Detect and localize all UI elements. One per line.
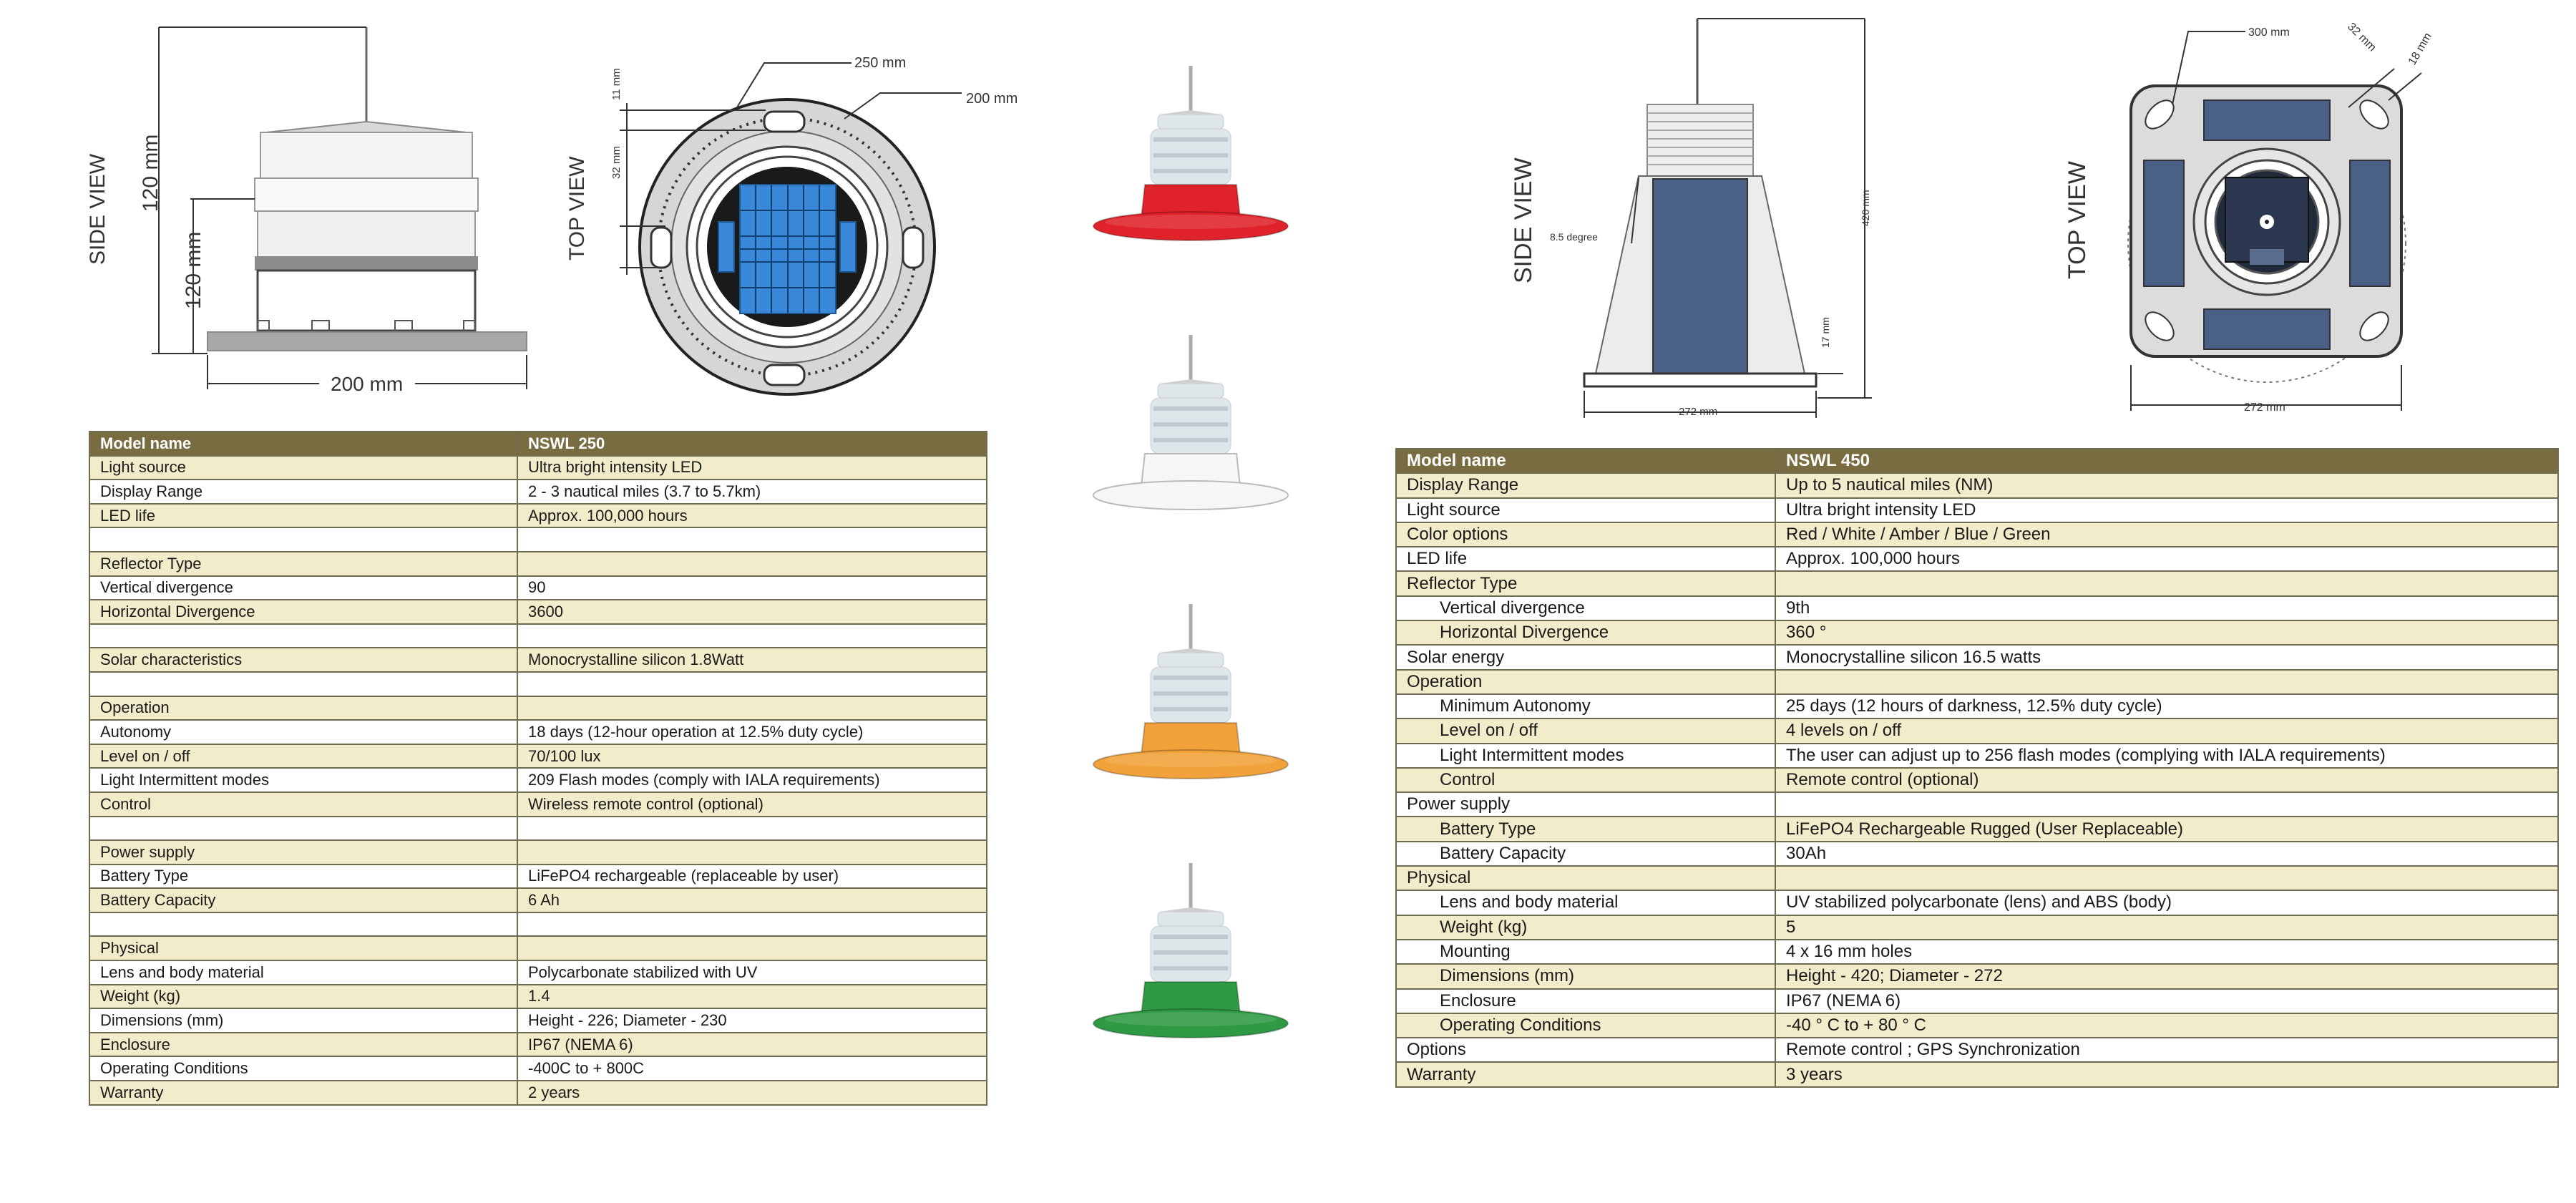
width-side-label: 272 mm (1679, 406, 1718, 418)
spec-value: Monocrystalline silicon 16.5 watts (1775, 645, 2558, 669)
spec-value: 70/100 lux (517, 744, 987, 769)
nswl250-drawing (0, 0, 1045, 415)
header-model: NSWL 250 (517, 432, 987, 456)
table-row (1396, 547, 2558, 571)
table-row (1396, 768, 2558, 792)
spec-value: 360 ° (1775, 620, 2558, 645)
spec-value: 4 levels on / off (1775, 719, 2558, 743)
spec-value: 18 days (12-hour operation at 12.5% duty cycle) (517, 720, 987, 744)
table-row (89, 552, 987, 576)
nswl250-spec-table (89, 431, 987, 1106)
table-row (89, 456, 987, 480)
spec-label: Reflector Type (89, 552, 517, 576)
spec-value: IP67 (NEMA 6) (517, 1033, 987, 1057)
table-row (1396, 645, 2558, 669)
spec-value: 25 days (12 hours of darkness, 12.5% duty cycle) (1775, 694, 2558, 719)
spec-value (1775, 866, 2558, 890)
spec-value (517, 527, 987, 552)
spec-value: 1.4 (517, 985, 987, 1009)
spec-label (89, 672, 517, 696)
nswl450-top-view (2064, 21, 2434, 414)
spec-value: Ultra bright intensity LED (517, 456, 987, 480)
nswl250-top-view (565, 55, 1018, 394)
spec-label: Operation (89, 696, 517, 721)
table-row (1396, 498, 2558, 522)
spec-label: LED life (89, 504, 517, 528)
spec-label: Enclosure (89, 1033, 517, 1057)
gap-large-label: 32 mm (610, 146, 623, 179)
spec-label: Light source (89, 456, 517, 480)
height-label-2: 420 mm (1860, 190, 1871, 226)
spec-label: Battery Type (1396, 817, 1775, 841)
spec-label: Control (1396, 768, 1775, 792)
hole-b-label: 18 mm (2406, 31, 2434, 67)
hole-spacing-label: 300 mm (2248, 26, 2290, 39)
spec-value: Remote control (optional) (1775, 768, 2558, 792)
table-row (89, 744, 987, 769)
spec-value: 2 years (517, 1081, 987, 1105)
table-row (1396, 915, 2558, 940)
table-row (89, 792, 987, 817)
spec-value: 90 (517, 576, 987, 600)
spec-value (1775, 571, 2558, 595)
lantern-column (1073, 57, 1317, 1145)
spec-value: 5 (1775, 915, 2558, 940)
lantern-green (1093, 863, 1288, 1038)
spec-label (89, 912, 517, 937)
table-row (1396, 964, 2558, 988)
lantern-red (1093, 66, 1288, 240)
spec-label: Horizontal Divergence (1396, 620, 1775, 645)
spec-value (517, 624, 987, 648)
table-row (1396, 1062, 2558, 1086)
table-row (89, 527, 987, 552)
table-row (1396, 596, 2558, 620)
table-row (1396, 842, 2558, 866)
gap-small-label: 11 mm (610, 68, 623, 100)
spec-label: Warranty (1396, 1062, 1775, 1086)
spec-value (517, 552, 987, 576)
nswl450-side-view (1510, 19, 1872, 418)
spec-label: Color options (1396, 522, 1775, 547)
spec-value: 9th (1775, 596, 2558, 620)
spec-label: Horizontal Divergence (89, 600, 517, 624)
table-row (1396, 522, 2558, 547)
height-lower-label: 120 mm (182, 231, 205, 309)
spec-label: Battery Capacity (89, 888, 517, 912)
spec-value: Approx. 100,000 hours (1775, 547, 2558, 571)
spec-value (1775, 792, 2558, 817)
spec-label: Enclosure (1396, 989, 1775, 1013)
table-row (1396, 940, 2558, 964)
table-row (89, 648, 987, 672)
spec-value: LiFePO4 rechargeable (replaceable by user) (517, 864, 987, 889)
spec-label: Weight (kg) (89, 985, 517, 1009)
spec-value: Remote control ; GPS Synchronization (1775, 1038, 2558, 1062)
spec-value: UV stabilized polycarbonate (lens) and ABS (body) (1775, 890, 2558, 915)
table-row (89, 888, 987, 912)
spec-label (89, 817, 517, 841)
spec-value: Ultra bright intensity LED (1775, 498, 2558, 522)
spec-label: Control (89, 792, 517, 817)
table-row (1396, 792, 2558, 817)
table-row (1396, 744, 2558, 768)
table-row (89, 936, 987, 960)
table-row (89, 672, 987, 696)
spec-label: Vertical divergence (1396, 596, 1775, 620)
spec-value: LiFePO4 Rechargeable Rugged (User Replaceable) (1775, 817, 2558, 841)
spec-label: Operating Conditions (89, 1056, 517, 1081)
spec-label: Power supply (1396, 792, 1775, 817)
table-row (89, 504, 987, 528)
spec-label: Lens and body material (1396, 890, 1775, 915)
table-row (89, 720, 987, 744)
table-row (1396, 694, 2558, 719)
spec-label: Light Intermittent modes (89, 768, 517, 792)
table-row (89, 600, 987, 624)
spec-value: Red / White / Amber / Blue / Green (1775, 522, 2558, 547)
spec-label: Physical (1396, 866, 1775, 890)
nswl450-spec-table (1395, 448, 2559, 1088)
nswl450-drawing (1488, 0, 2533, 429)
table-row (89, 840, 987, 864)
table-row (1396, 817, 2558, 841)
spec-value (1775, 670, 2558, 694)
header-model: NSWL 450 (1775, 449, 2558, 473)
table-row (89, 960, 987, 985)
table-row (89, 768, 987, 792)
spec-value: Monocrystalline silicon 1.8Watt (517, 648, 987, 672)
dia-inner-label: 200 mm (966, 91, 1018, 107)
spec-label: Solar energy (1396, 645, 1775, 669)
spec-label: LED life (1396, 547, 1775, 571)
table-row (89, 576, 987, 600)
spec-value: 30Ah (1775, 842, 2558, 866)
header-label: Model name (89, 432, 517, 456)
spec-label: Dimensions (mm) (1396, 964, 1775, 988)
spec-label: Vertical divergence (89, 576, 517, 600)
side-view-label: SIDE VIEW (86, 153, 109, 265)
table-row (1396, 866, 2558, 890)
spec-value (517, 817, 987, 841)
spec-value: 4 x 16 mm holes (1775, 940, 2558, 964)
table-row (1396, 1038, 2558, 1062)
table-header-row (89, 432, 987, 456)
spec-label: Battery Capacity (1396, 842, 1775, 866)
spec-value: IP67 (NEMA 6) (1775, 989, 2558, 1013)
table-row (1396, 890, 2558, 915)
angle-label: 8.5 degree (1550, 231, 1598, 243)
table-row (1396, 571, 2558, 595)
table-row (89, 624, 987, 648)
table-row (89, 1033, 987, 1057)
spec-value (517, 912, 987, 937)
table-row (89, 1008, 987, 1033)
width-top-label: 272 mm (2244, 401, 2285, 414)
spec-label: Solar characteristics (89, 648, 517, 672)
spec-value: -400C to + 800C (517, 1056, 987, 1081)
side-view-label-2: SIDE VIEW (1510, 157, 1537, 283)
spec-label: Operating Conditions (1396, 1013, 1775, 1038)
spec-value: 209 Flash modes (comply with IALA requirements) (517, 768, 987, 792)
table-row (89, 1081, 987, 1105)
spec-label: Battery Type (89, 864, 517, 889)
spec-label: Physical (89, 936, 517, 960)
spec-value: 3 years (1775, 1062, 2558, 1086)
spec-value (517, 672, 987, 696)
header-label: Model name (1396, 449, 1775, 473)
spec-label: Reflector Type (1396, 571, 1775, 595)
lantern-white (1093, 335, 1288, 510)
spec-value: Up to 5 nautical miles (NM) (1775, 473, 2558, 497)
spec-label: Mounting (1396, 940, 1775, 964)
spec-label: Autonomy (89, 720, 517, 744)
width-label: 200 mm (331, 373, 404, 395)
spec-value: 3600 (517, 600, 987, 624)
dia-outer-label: 250 mm (854, 55, 907, 71)
spec-value: Approx. 100,000 hours (517, 504, 987, 528)
spec-label: Power supply (89, 840, 517, 864)
table-row (89, 817, 987, 841)
spec-value: 6 Ah (517, 888, 987, 912)
table-row (1396, 620, 2558, 645)
spec-label: Operation (1396, 670, 1775, 694)
table-row (1396, 719, 2558, 743)
lantern-amber (1093, 604, 1288, 779)
spec-label: Level on / off (1396, 719, 1775, 743)
top-view-label: TOP VIEW (565, 156, 589, 260)
spec-value: Polycarbonate stabilized with UV (517, 960, 987, 985)
spec-label: Weight (kg) (1396, 915, 1775, 940)
spec-label (89, 527, 517, 552)
spec-value: 2 - 3 nautical miles (3.7 to 5.7km) (517, 479, 987, 504)
spec-value: Height - 420; Diameter - 272 (1775, 964, 2558, 988)
spec-value: -40 ° C to + 80 ° C (1775, 1013, 2558, 1038)
table-row (1396, 1013, 2558, 1038)
table-row (1396, 670, 2558, 694)
table-row (1396, 989, 2558, 1013)
spec-label: Warranty (89, 1081, 517, 1105)
table-row (89, 985, 987, 1009)
spec-label: Light source (1396, 498, 1775, 522)
spec-label: Display Range (89, 479, 517, 504)
spec-value (517, 840, 987, 864)
spec-label: Options (1396, 1038, 1775, 1062)
spec-label: Minimum Autonomy (1396, 694, 1775, 719)
table-row (89, 912, 987, 937)
spec-label: Light Intermittent modes (1396, 744, 1775, 768)
table-row (89, 479, 987, 504)
spec-value: Height - 226; Diameter - 230 (517, 1008, 987, 1033)
spec-label: Display Range (1396, 473, 1775, 497)
table-row (89, 864, 987, 889)
spec-label (89, 624, 517, 648)
spec-value (517, 936, 987, 960)
nswl250-side-view (86, 27, 527, 395)
top-view-label-2: TOP VIEW (2064, 160, 2091, 279)
spec-value: The user can adjust up to 256 flash modes (complying with IALA requirements) (1775, 744, 2558, 768)
spec-label: Dimensions (mm) (89, 1008, 517, 1033)
table-row (89, 1056, 987, 1081)
height-total-label: 120 mm (139, 134, 162, 212)
spec-value: Wireless remote control (optional) (517, 792, 987, 817)
hole-a-label: 32 mm (2345, 20, 2379, 54)
table-row (1396, 473, 2558, 497)
table-header-row (1396, 449, 2558, 473)
base-height-label: 17 mm (1820, 317, 1831, 348)
spec-value (517, 696, 987, 721)
spec-label: Lens and body material (89, 960, 517, 985)
table-row (89, 696, 987, 721)
spec-label: Level on / off (89, 744, 517, 769)
